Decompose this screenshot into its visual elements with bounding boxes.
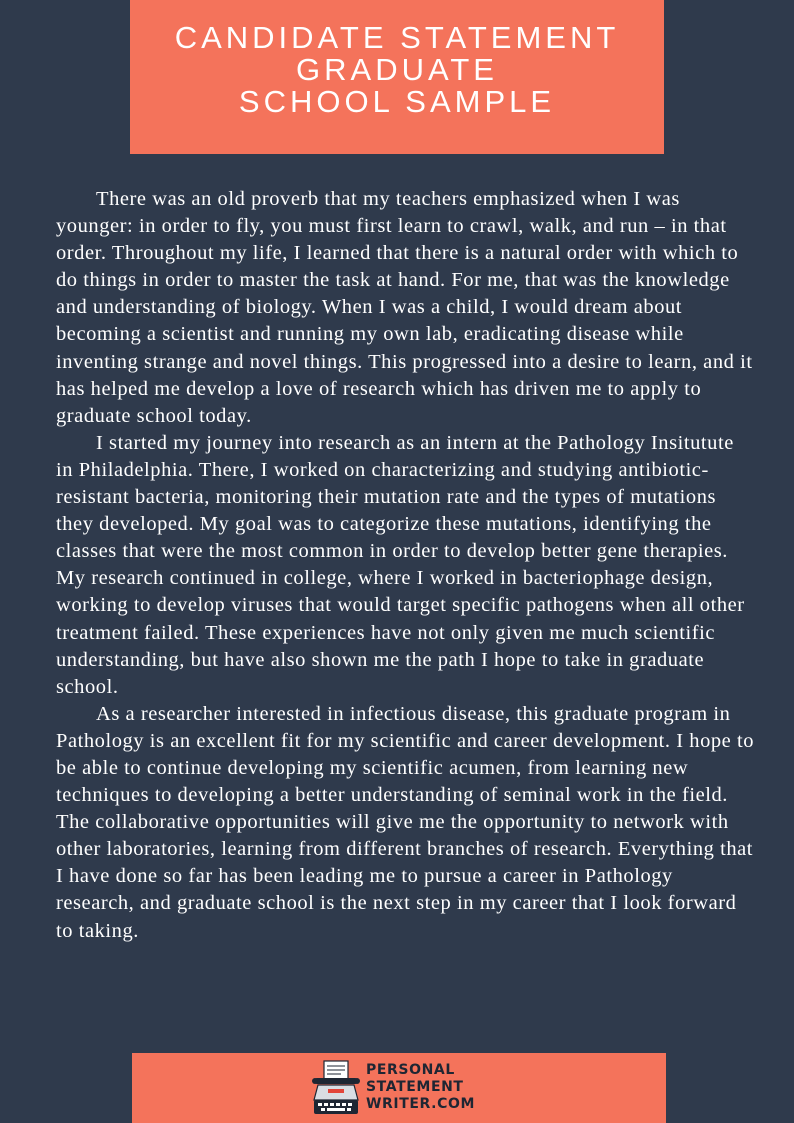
paragraph-3: As a researcher interested in infectious disease, this graduate program in Pathology is an excellent fit for my scientific and career development. I hope to be able to continue developing my scientific acumen, from learning new techniques to developing a better understanding of seminal work in the field. The collaborative opportunities will give me the opportunity to network with other laboratories, learning from different branches of research. Everything that I have done so far has been leading me to pursue a career in Pathology research, and graduate school is the next step in my career that I look forward to taking.	[56, 702, 755, 942]
logo-line-2: STATEMENT	[366, 1079, 464, 1095]
paragraph-1: There was an old proverb that my teachers emphasized when I was younger: in order to fly, you must first learn to crawl, walk, and run – in that order. Throughout my life, I learned that there is a natural order with which to do things in order to master the task at hand. For me, that was the knowledge and understanding of biology. When I was a child, I would dream about becoming a scientist and running my own lab, eradicating disease while inventing strange and novel things. This progressed into a desire to learn, and it has helped me develop a love of research which has driven me to apply to graduate school today.	[56, 188, 753, 427]
footer-banner	[132, 1053, 666, 1123]
title-line-3: SCHOOL SAMPLE	[238, 84, 556, 119]
logo-line-3: WRITER.COM	[366, 1096, 476, 1112]
brand-logo-text	[366, 1062, 475, 1113]
paragraph-2: I started my journey into research as an intern at the Pathology Insitutute in Philadelphia. There, I worked on characterizing and studying antibiotic-resistant bacteria, monitoring their mutation rate and the types of mutations they developed. My goal was to categorize these mutations, identifying the classes that were the most common in order to develop better gene therapies. My research continued in college, where I worked in bacteriophage design, working to develop viruses that would target specific pathogens when all other treatment failed. These experiences have not only given me much scientific understanding, but have also shown me the path I hope to take in graduate school.	[56, 431, 745, 698]
statement-body	[56, 186, 756, 945]
typewriter-icon	[312, 1060, 360, 1116]
title-line-2: GRADUATE	[296, 52, 498, 87]
title-banner	[130, 0, 664, 154]
title-line-1: CANDIDATE STATEMENT	[174, 20, 620, 55]
logo-line-1: PERSONAL	[366, 1062, 455, 1078]
